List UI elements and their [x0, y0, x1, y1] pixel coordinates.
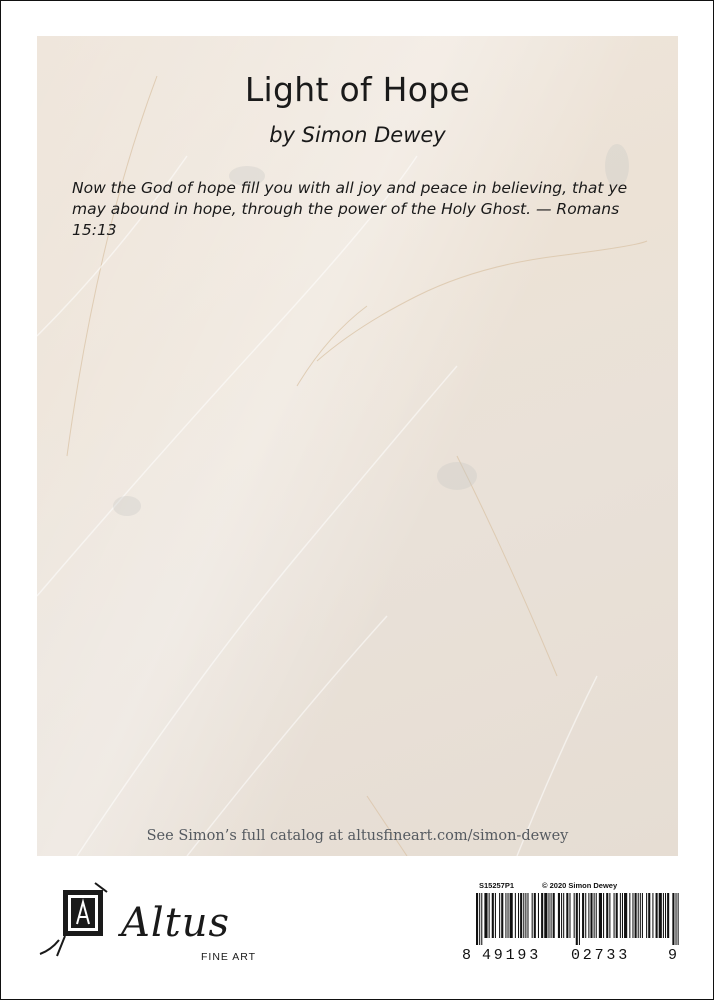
- sku-code: S15257P1: [479, 881, 515, 890]
- barcode-right-digits: 02733: [571, 947, 631, 964]
- framed-A-easel-icon: [37, 880, 119, 960]
- brand-name: Altus: [121, 900, 231, 946]
- barcode-left-digits: 49193: [482, 947, 542, 964]
- scripture-verse: Now the God of hope fill you with all joy and peace in believing, that ye may abound in hope, through the power of the Holy Ghost. — Romans 15:13: [72, 179, 628, 239]
- marble-panel: [37, 36, 678, 856]
- barcode-lead-digit: 8: [462, 947, 474, 964]
- barcode-check-digit: 9: [668, 947, 680, 964]
- marble-veins: [37, 36, 678, 856]
- barcode: [474, 893, 684, 945]
- catalog-link-text[interactable]: See Simon’s full catalog at altusfineart.com/simon-dewey: [146, 828, 569, 844]
- brand-tagline: FINE ART: [201, 951, 257, 963]
- card-title: Light of Hope: [244, 70, 471, 109]
- copyright-notice: © 2020 Simon Dewey: [542, 881, 618, 890]
- artist-byline: by Simon Dewey: [269, 123, 446, 147]
- altus-logo: [37, 878, 267, 968]
